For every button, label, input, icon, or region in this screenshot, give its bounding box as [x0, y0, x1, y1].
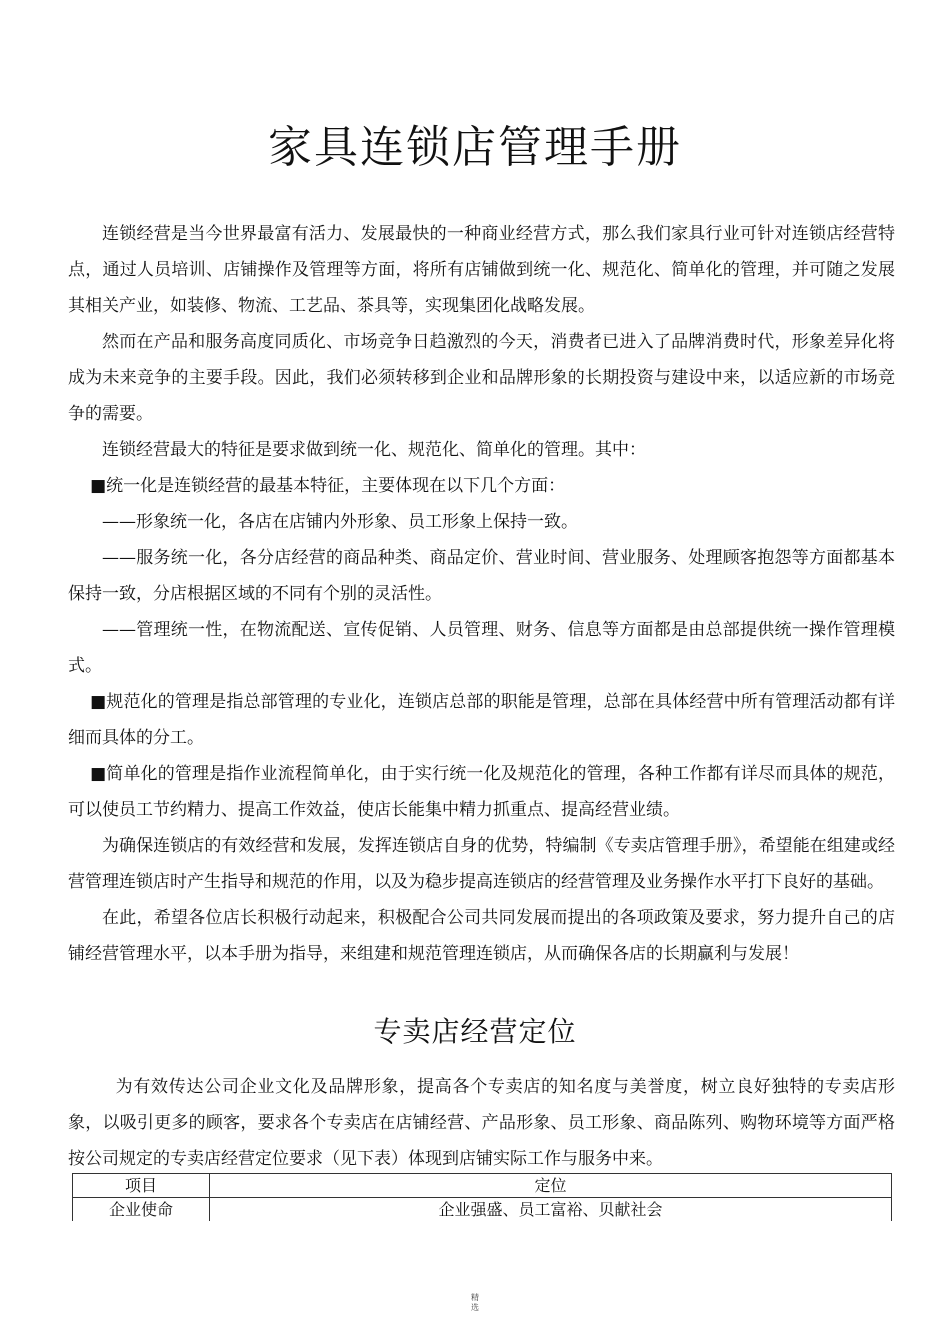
section-body [68, 1069, 895, 1177]
section-title: 专卖店经营定位 [373, 1015, 577, 1048]
bullet-paragraph: ■规范化的管理是指总部管理的专业化，连锁店总部的职能是管理，总部在具体经营中所有管理活动都有详细而具体的分工。 [68, 692, 895, 748]
positioning-table [72, 1173, 892, 1221]
table-header-cell: 项目 [73, 1174, 210, 1198]
bullet-paragraph: ■统一化是连锁经营的最基本特征，主要体现在以下几个方面： [90, 476, 566, 496]
dash-paragraph: ——服务统一化，各分店经营的商品种类、商品定价、营业时间、营业服务、处理顾客抱怨等方面都基本保持一致，分店根据区域的不同有个别的灵活性。 [68, 548, 895, 604]
dash-paragraph: ——管理统一性，在物流配送、宣传促销、人员管理、财务、信息等方面都是由总部提供统一操作管理模式。 [68, 620, 895, 676]
paragraph: 为确保连锁店的有效经营和发展，发挥连锁店自身的优势，特编制《专卖店管理手册》，希望能在组建或经营管理连锁店时产生指导和规范的作用，以及为稳步提高连锁店的经营管理及业务操作水平打下良好的基础。 [68, 836, 895, 892]
intro-body [68, 216, 895, 972]
document-title: 家具连锁店管理手册 [268, 122, 682, 173]
table-header-cell: 定位 [210, 1174, 892, 1198]
footer-mark [465, 1293, 485, 1313]
dash-paragraph: ——形象统一化，各店在店铺内外形象、员工形象上保持一致。 [102, 512, 578, 532]
table-cell: 企业强盛、员工富裕、贝献社会 [210, 1198, 892, 1222]
footer-mark-line: 选 [471, 1303, 479, 1312]
table-cell: 企业使命 [73, 1198, 210, 1222]
paragraph: 在此，希望各位店长积极行动起来，积极配合公司共同发展而提出的各项政策及要求，努力提升自己的店铺经营管理水平，以本手册为指导，来组建和规范管理连锁店，从而确保各店的长期赢利与发展！ [68, 908, 895, 964]
footer-mark-line: 精 [471, 1293, 479, 1302]
table-row [73, 1198, 892, 1222]
bullet-paragraph: ■简单化的管理是指作业流程简单化，由于实行统一化及规范化的管理，各种工作都有详尽而具体的规范，可以使员工节约精力、提高工作效益，使店长能集中精力抓重点、提高经营业绩。 [68, 764, 895, 820]
table-header-row [73, 1174, 892, 1198]
paragraph: 然而在产品和服务高度同质化、市场竞争日趋激烈的今天，消费者已进入了品牌消费时代，形象差异化将成为未来竞争的主要手段。因此，我们必须转移到企业和品牌形象的长期投资与建设中来，以适应新的市场竞争的需要。 [68, 332, 895, 424]
paragraph: 连锁经营是当今世界最富有活力、发展最快的一种商业经营方式，那么我们家具行业可针对连锁店经营特点，通过人员培训、店铺操作及管理等方面，将所有店铺做到统一化、规范化、简单化的管理，并可随之发展其相关产业，如装修、物流、工艺品、茶具等，实现集团化战略发展。 [68, 224, 895, 316]
paragraph: 连锁经营最大的特征是要求做到统一化、规范化、简单化的管理。其中： [102, 440, 646, 460]
paragraph: 为有效传达公司企业文化及品牌形象，提高各个专卖店的知名度与美誉度，树立良好独特的专卖店形象，以吸引更多的顾客，要求各个专卖店在店铺经营、产品形象、员工形象、商品陈列、购物环境等方面严格按公司规定的专卖店经营定位要求（见下表）体现到店铺实际工作与服务中来。 [68, 1077, 895, 1169]
